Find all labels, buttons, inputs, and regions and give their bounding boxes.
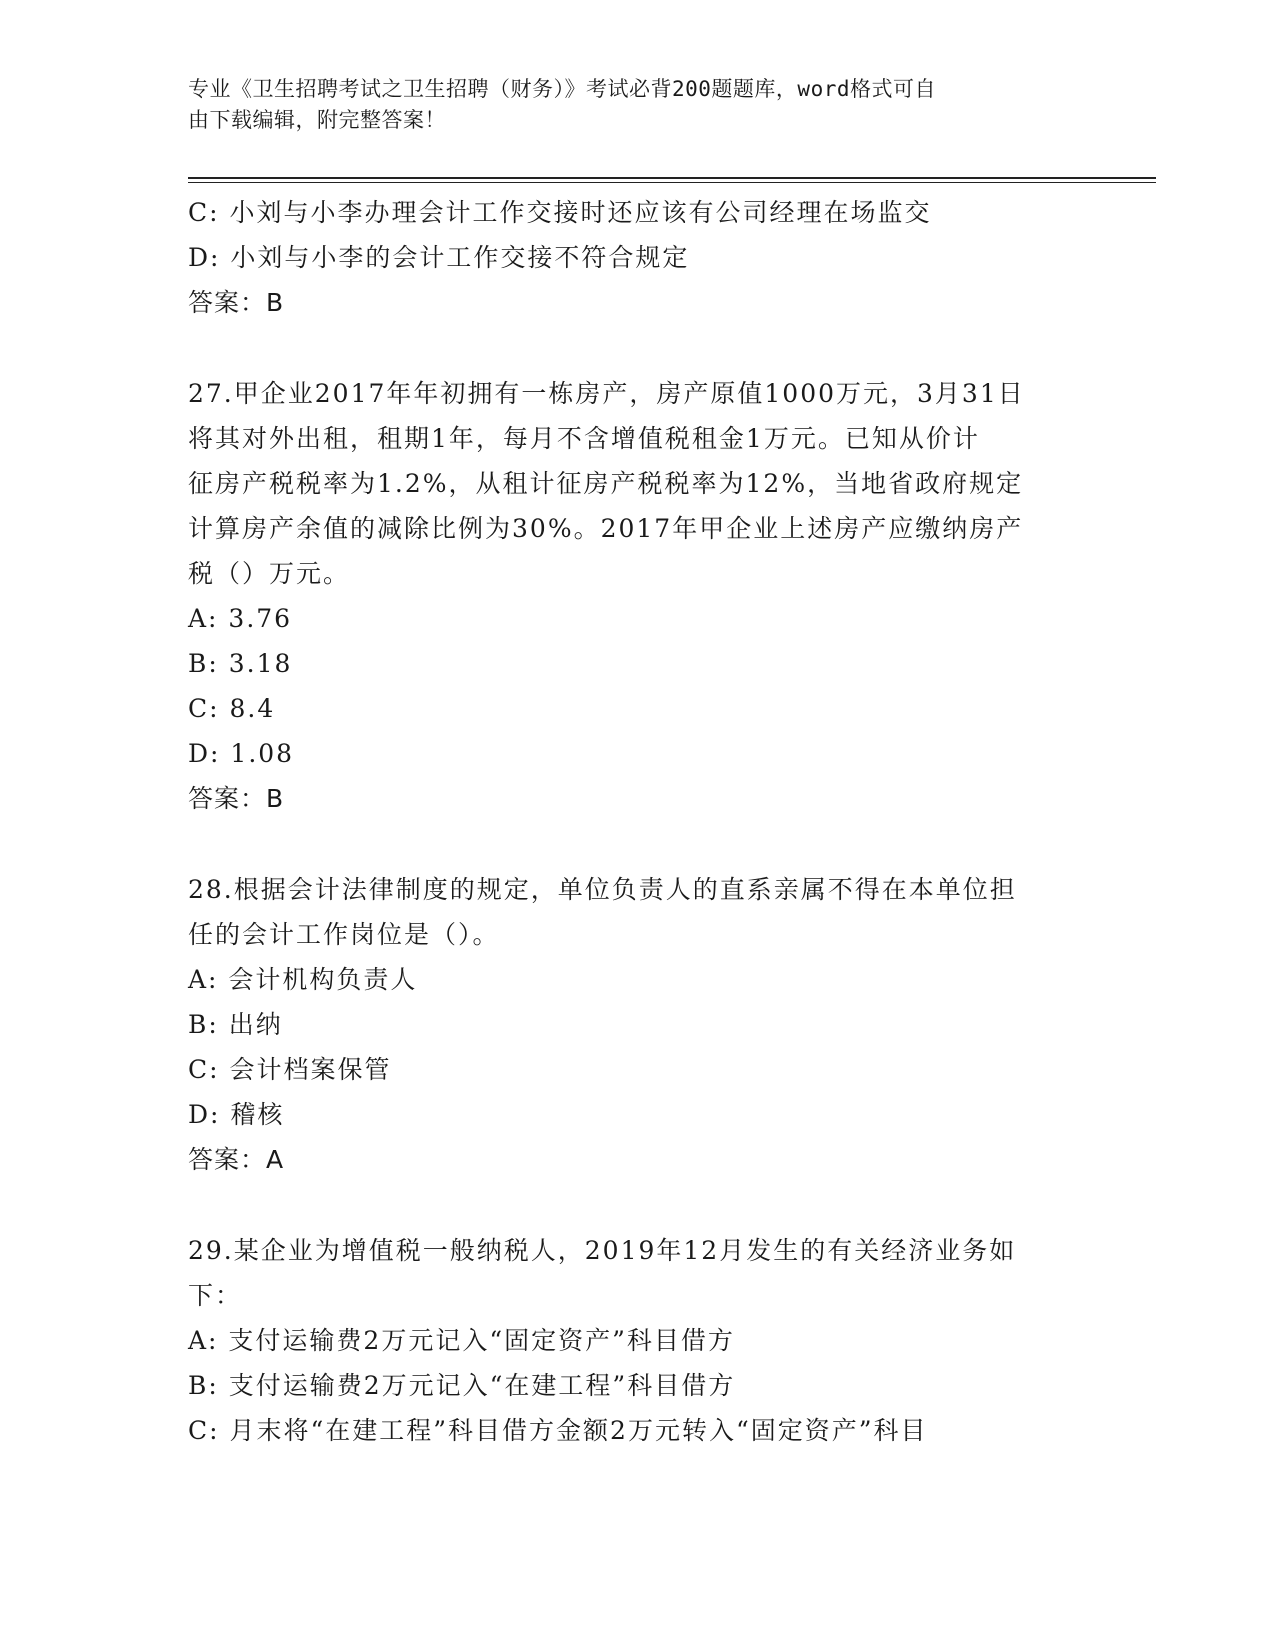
answer-line: 答案：B: [188, 784, 285, 813]
stem-line: 29.某企业为增值税一般纳税人，2019年12月发生的有关经济业务如: [188, 1236, 1017, 1265]
question-content: [188, 190, 1088, 1453]
option-a: A: 支付运输费2万元记入“固定资产”科目借方: [188, 1326, 735, 1355]
option-b: B: 3.18: [188, 649, 293, 678]
option-b: B: 出纳: [188, 1010, 283, 1039]
stem-line: 征房产税税率为1.2%，从租计征房产税税率为12%，当地省政府规定: [188, 469, 1024, 498]
question-stem: [188, 371, 1083, 596]
answer-line: 答案：A: [188, 1145, 285, 1174]
stem-line: 任的会计工作岗位是（）。: [188, 920, 500, 949]
stem-line: 下：: [188, 1281, 243, 1310]
header-line-1: 专业《卫生招聘考试之卫生招聘（财务）》考试必背200题题库，word格式可自: [188, 77, 936, 101]
header-divider-thin: [188, 182, 1156, 183]
question-29: [188, 1228, 1088, 1453]
header-line-2: 由下载编辑，附完整答案！: [188, 108, 446, 132]
spacer: [188, 821, 1088, 867]
option-c: C: 会计档案保管: [188, 1055, 392, 1084]
option-d: D: 稽核: [188, 1100, 285, 1129]
option-c: C: 月末将“在建工程”科目借方金额2万元转入“固定资产”科目: [188, 1416, 928, 1445]
option-b: B: 支付运输费2万元记入“在建工程”科目借方: [188, 1371, 736, 1400]
question-stem: [188, 1228, 1083, 1318]
prev-question: [188, 190, 1088, 325]
stem-line: 计算房产余值的减除比例为30%。2017年甲企业上述房产应缴纳房产: [188, 514, 1024, 543]
stem-line: 28.根据会计法律制度的规定，单位负责人的直系亲属不得在本单位担: [188, 875, 1017, 904]
question-27: [188, 371, 1088, 821]
option-c: C: 小刘与小李办理会计工作交接时还应该有公司经理在场监交: [188, 198, 932, 227]
document-header: [188, 74, 1088, 136]
spacer: [188, 1182, 1088, 1228]
option-d: D: 小刘与小李的会计工作交接不符合规定: [188, 243, 690, 272]
stem-line: 27.甲企业2017年年初拥有一栋房产，房产原值1000万元，3月31日: [188, 379, 1025, 408]
spacer: [188, 325, 1088, 371]
question-stem: [188, 867, 1083, 957]
stem-line: 将其对外出租，租期1年，每月不含增值税租金1万元。已知从价计: [188, 424, 980, 453]
answer-line: 答案：B: [188, 288, 285, 317]
option-d: D: 1.08: [188, 739, 295, 768]
option-a: A: 会计机构负责人: [188, 965, 418, 994]
question-28: [188, 867, 1088, 1182]
option-a: A: 3.76: [188, 604, 293, 633]
option-c: C: 8.4: [188, 694, 276, 723]
header-divider-thick: [188, 177, 1156, 179]
stem-line: 税（）万元。: [188, 559, 351, 588]
